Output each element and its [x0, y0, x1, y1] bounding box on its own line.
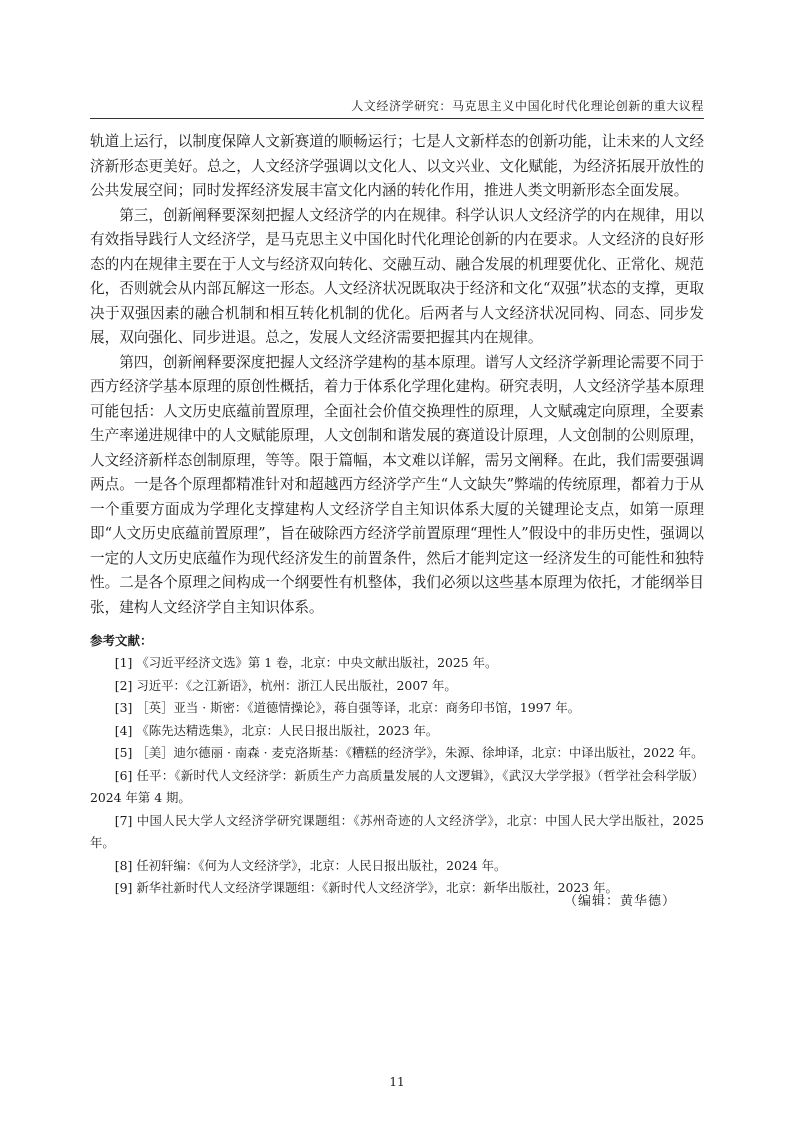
- reference-text: 任初轩编：《何为人文经济学》，北京：人民日报出版社，2024 年。: [136, 857, 507, 873]
- reference-text: ［英］亚当 · 斯密：《道德情操论》，蒋自强等译，北京：商务印书馆，1997 年。: [136, 700, 581, 715]
- reference-number: [9]: [114, 880, 133, 895]
- reference-item: [90, 652, 704, 675]
- reference-text: 中国人民大学人文经济学研究课题组：《苏州奇迹的人文经济学》，北京：中国人民大学出版社，2025 年。: [90, 812, 704, 850]
- reference-item: [90, 675, 704, 698]
- reference-number: [2]: [114, 677, 133, 693]
- header-rule: [90, 118, 704, 119]
- reference-text: 《陈先达精选集》，北京：人民日报出版社，2023 年。: [136, 722, 439, 738]
- reference-number: [5]: [114, 745, 133, 760]
- reference-number: [7]: [114, 812, 133, 828]
- body-paragraph: 第四，创新阐释要深度把握人文经济学建构的基本原理。谱写人文经济学新理论需要不同于西方经济学基本原理的原创性概括，着力于体系化学理化建构。研究表明，人文经济学基本原理可能包括：人文历史底蕴前置原理，全面社会价值交换理性的原理，人文赋魂定向原理，全要素生产率递进规律中的人文赋能原理，人文创制和谐发展的赛道设计原理，人文创制的公则原理，人文经济新样态创制原理，等等。限于篇幅，本文难以详解，需另文阐释。在此，我们需要强调两点。一是各个原理都精准针对和超越西方经济学产生“人文缺失”弊端的传统原理，都着力于从一个重要方面成为学理化支撑建构人文经济学自主知识体系大厦的关键理论支点，如第一原理即“人文历史底蕴前置原理”，旨在破除西方经济学前置原理“理性人”假设中的非历史性，强调以一定的人文历史底蕴作为现代经济发生的前置条件，然后才能判定这一经济发生的可能性和独特性。二是各个原理之间构成一个纲要性有机整体，我们必须以这些基本原理为依托，才能纲举目张，建构人文经济学自主知识体系。: [90, 353, 704, 616]
- reference-item: [90, 742, 704, 765]
- running-header: 人文经济学研究：马克思主义中国化时代化理论创新的重大议程: [351, 99, 704, 113]
- body-paragraph: 轨道上运行，以制度保障人文新赛道的顺畅运行；七是人文新样态的创新功能，让未来的人文经济新形态更美好。总之，人文经济学强调以文化人、以文兴业、文化赋能，为经济拓展开放性的公共发展空间；同时发挥经济发展丰富文化内涵的转化作用，推进人类文明新形态全面发展。: [90, 133, 704, 199]
- reference-number: [1]: [114, 655, 133, 670]
- reference-text: ［美］迪尔德丽 · 南森 · 麦克洛斯基：《糟糕的经济学》，朱源、徐坤译，北京：中译出版社，2022 年。: [136, 745, 704, 760]
- editor-note: （编辑：黄华德）: [563, 894, 676, 909]
- reference-text: 新华社新时代人文经济学课题组：《新时代人文经济学》，北京：新华出版社，2023 年。: [136, 880, 618, 895]
- reference-item: [90, 855, 704, 878]
- reference-number: [3]: [114, 700, 133, 715]
- references-title: 参考文献：: [90, 633, 153, 648]
- reference-number: [8]: [114, 857, 133, 873]
- article-body: [90, 130, 704, 620]
- reference-item: [90, 697, 704, 720]
- reference-item: [90, 810, 704, 855]
- reference-text: 任平：《新时代人文经济学：新质生产力高质量发展的人文逻辑》，《武汉大学学报》（哲学社会科学版）2024 年第 4 期。: [90, 767, 704, 805]
- reference-number: [6]: [114, 767, 133, 783]
- references-list: [90, 652, 704, 900]
- reference-item: [90, 765, 704, 810]
- reference-text: 习近平：《之江新语》，杭州：浙江人民出版社，2007 年。: [136, 677, 457, 693]
- reference-number: [4]: [114, 722, 133, 738]
- page-number: 11: [389, 1075, 405, 1089]
- body-paragraph: 第三，创新阐释要深刻把握人文经济学的内在规律。科学认识人文经济学的内在规律，用以有效指导践行人文经济学，是马克思主义中国化时代化理论创新的内在要求。人文经济的良好形态的内在规律主要在于人文与经济双向转化、交融互动、融合发展的机理要优化、正常化、规范化，否则就会从内部瓦解这一形态。人文经济状况既取决于经济和文化“双强”状态的支撑，更取决于双强因素的融合机制和相互转化机制的优化。后两者与人文经济状况同构、同态、同步发展，双向强化、同步进退。总之，发展人文经济需要把握其内在规律。: [90, 206, 704, 346]
- reference-item: [90, 720, 704, 743]
- reference-text: 《习近平经济文选》第 1 卷，北京：中央文献出版社，2025 年。: [136, 655, 498, 670]
